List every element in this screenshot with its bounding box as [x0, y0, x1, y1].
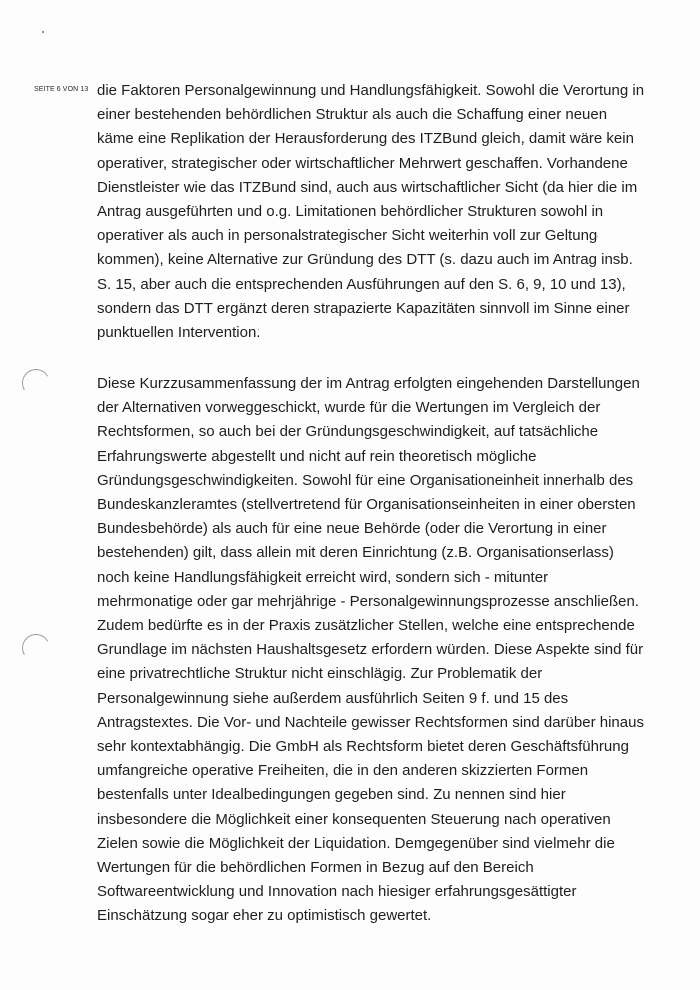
text-line: die Faktoren Personalgewinnung und Handlungsfähigkeit. Sowohl die Verortung in — [97, 82, 645, 99]
scan-speck — [42, 31, 44, 33]
text-line: Antrag ausgeführten und o.g. Limitationen behördlicher Strukturen sowohl in — [97, 203, 604, 221]
text-line: Zielen sowie die Möglichkeit der Liquidation. Demgegenüber sind vielmehr die — [97, 834, 615, 852]
text-line: insbesondere die Möglichkeit einer konsequenten Steuerung nach operativen — [97, 810, 611, 828]
paragraph-2 — [97, 372, 657, 929]
text-line: noch keine Handlungsfähigkeit erreicht wird, sondern sich - mitunter — [97, 568, 549, 586]
text-line: eine privatrechtliche Struktur nicht einschlägig. Zur Problematik der — [97, 665, 543, 683]
text-line: Grundlage im nächsten Haushaltsgesetz erfordern würden. Diese Aspekte sind für — [97, 641, 644, 659]
text-line: Bundeskanzleramtes (stellvertretend für Organisationseinheiten in einer obersten — [97, 496, 636, 514]
text-line: Rechtsformen, so auch bei der Gründungsgeschwindigkeit, auf tatsächliche — [97, 423, 599, 441]
text-line: Erfahrungswerte abgestellt und nicht auf rein theoretisch mögliche — [97, 447, 537, 465]
page-number-marker: SEITE 6 VON 13 — [34, 86, 89, 93]
text-line: Dienstleister wie das ITZBund sind, auch aus wirtschaftlicher Sicht (da hier die im — [97, 178, 638, 196]
text-line: einer bestehenden behördlichen Struktur als auch die Schaffung einer neuen — [97, 106, 608, 124]
text-line: sondern das DTT ergänzt deren strapazierte Kapazitäten sinnvoll im Sinne einer — [97, 299, 630, 317]
text-line: mehrmonatige oder gar mehrjährige - Personalgewinnungsprozesse anschließen. — [97, 592, 639, 610]
punch-hole-mark — [19, 631, 53, 665]
text-line: bestenfalls unter Idealbedingungen gegeben sind. Zu nennen sind hier — [97, 786, 566, 804]
paragraph-1 — [97, 79, 657, 345]
text-line: der Alternativen vorweggeschickt, wurde für die Wertungen im Vergleich der — [97, 399, 601, 417]
text-line: S. 15, aber auch die entsprechenden Ausführungen auf den S. 6, 9, 10 und 13), — [97, 275, 626, 293]
text-line: sehr kontextabhängig. Die GmbH als Rechtsform bietet deren Geschäftsführung — [97, 738, 629, 756]
text-line: umfangreiche operative Freiheiten, die in den anderen skizzierten Formen — [97, 762, 589, 780]
text-line: operativer, strategischer oder wirtschaftlicher Mehrwert geschaffen. Vorhandene — [97, 154, 628, 172]
text-line: Gründungsgeschwindigkeiten. Sowohl für eine Organisationeinheit innerhalb des — [97, 471, 634, 489]
text-line: Zudem bedürfte es in der Praxis zusätzlicher Stellen, welche eine entsprechende — [97, 617, 635, 635]
text-line: käme eine Replikation der Herausforderung des ITZBund gleich, damit wäre kein — [97, 130, 634, 148]
text-line: kommen), keine Alternative zur Gründung des DTT (s. dazu auch im Antrag insb. — [97, 251, 633, 269]
text-line: Antragstextes. Die Vor- und Nachteile gewisser Rechtsformen sind darüber hinaus — [97, 713, 644, 731]
text-line: Softwareentwicklung und Innovation nach hiesiger erfahrungsgesättigter — [97, 883, 577, 901]
text-line: bestehenden) gilt, dass allein mit deren Einrichtung (z.B. Organisationserlass) — [97, 544, 614, 562]
punch-hole-mark — [19, 366, 53, 400]
text-line: Einschätzung sogar eher zu optimistisch gewertet. — [97, 907, 432, 925]
text-line: Personalgewinnung siehe außerdem ausführlich Seiten 9 f. und 15 des — [97, 689, 569, 707]
text-line: Bundesbehörde) als auch für eine neue Behörde (oder die Verortung in einer — [97, 520, 607, 538]
text-line: punktuellen Intervention. — [97, 324, 261, 342]
text-line: operativer als auch in personalstrategischer Sicht weiterhin voll zur Geltung — [97, 227, 598, 245]
text-line: Wertungen für die behördlichen Formen in Bezug auf den Bereich — [97, 859, 534, 877]
text-line: Diese Kurzzusammenfassung der im Antrag erfolgten eingehenden Darstellungen — [97, 375, 640, 392]
